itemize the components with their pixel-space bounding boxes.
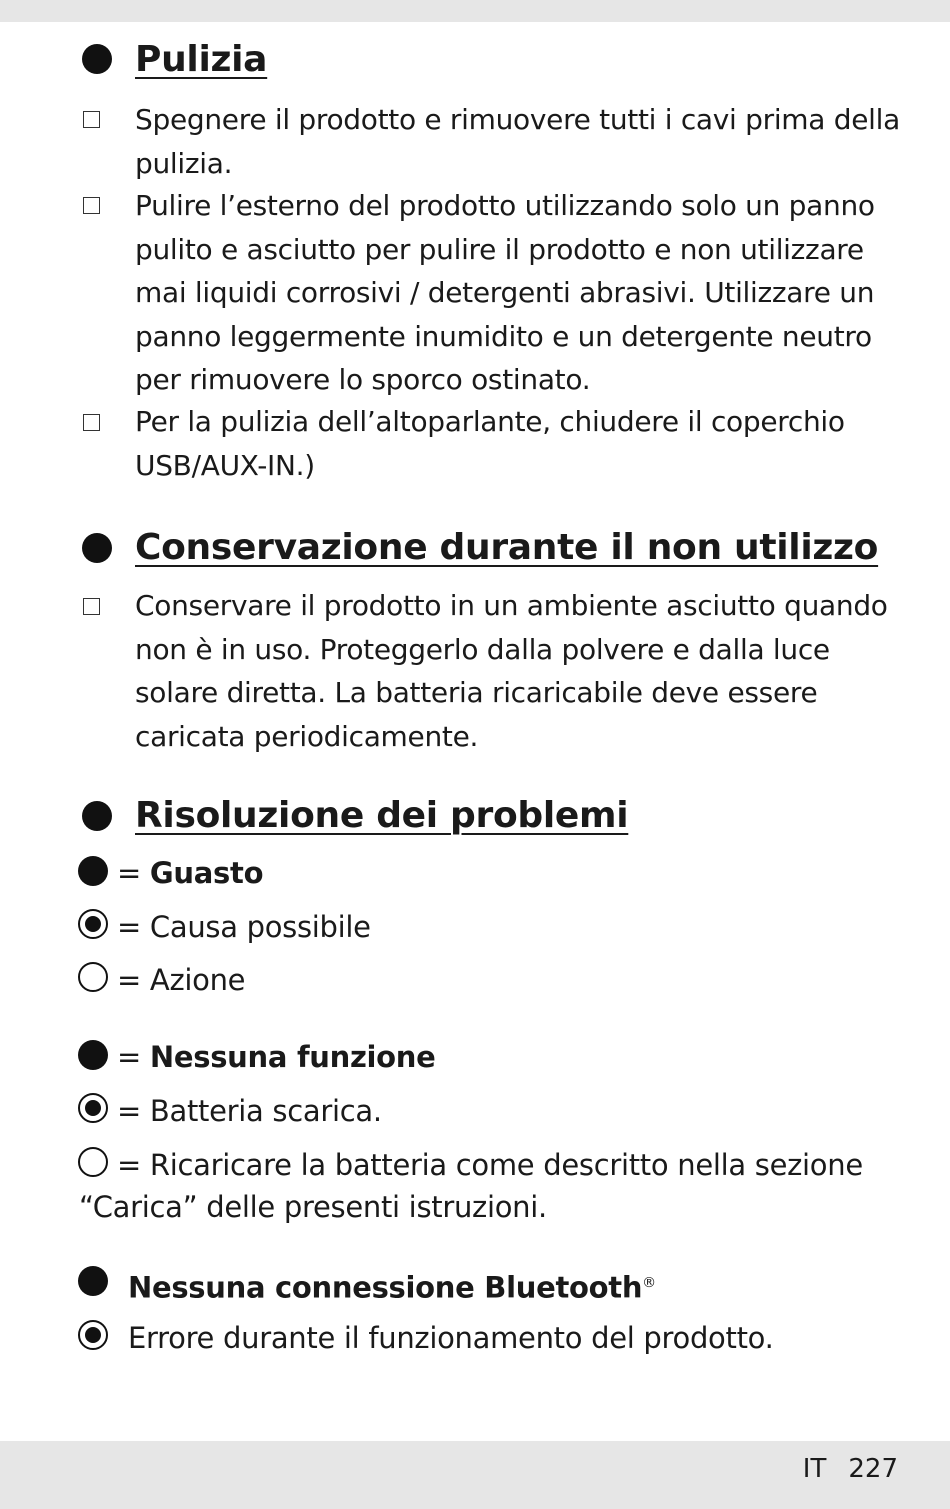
problem1-cause: = Batteria scarica. (117, 1094, 382, 1128)
problem1-fault: = Nessuna funzione (117, 1040, 436, 1074)
section-bullet-icon (82, 44, 112, 74)
problem2-cause: Errore durante il funzionamento del prodotto. (128, 1321, 774, 1355)
legend-action: = Azione (117, 963, 246, 997)
cause-target-icon (78, 1320, 108, 1350)
problem1-action-line2: “Carica” delle presenti istruzioni. (79, 1190, 547, 1224)
cleaning-item-2: Pulire l’esterno del prodotto utilizzando solo un panno pulito e asciutto per pulire il prodotto e non utilizzare mai liquidi corrosivi / detergenti abrasivi. Utilizzare un panno leggermente inumidito e un detergente neutro per rimuovere lo sporco ostinato. (135, 189, 875, 396)
fault-bullet-icon (78, 1266, 108, 1296)
problem2-fault: Nessuna connessione Bluetooth® (128, 1270, 656, 1305)
fault-bullet-icon (78, 856, 108, 886)
action-circle-icon (78, 1147, 108, 1177)
cause-target-icon (78, 1093, 108, 1123)
page-footer (0, 1441, 950, 1509)
page-number: 227 (848, 1454, 898, 1484)
cause-target-icon (78, 909, 108, 939)
legend-cause: = Causa possibile (117, 910, 371, 944)
action-circle-icon (78, 962, 108, 992)
checkbox-square-icon (83, 414, 100, 431)
registered-mark: ® (642, 1275, 656, 1291)
section-bullet-icon (82, 533, 112, 563)
footer-text (803, 1454, 898, 1484)
cleaning-item-1: Spegnere il prodotto e rimuovere tutti i cavi prima della pulizia. (135, 103, 900, 180)
footer-language: IT (802, 1454, 827, 1484)
section-title-storage: Conservazione durante il non utilizzo (135, 527, 879, 568)
cleaning-item-3: Per la pulizia dell’altoparlante, chiudere il coperchio USB/AUX-IN.) (135, 405, 845, 482)
section-bullet-icon (82, 801, 112, 831)
checkbox-square-icon (83, 197, 100, 214)
storage-item-1: Conservare il prodotto in un ambiente asciutto quando non è in uso. Proteggerlo dalla polvere e dalla luce solare diretta. La batteria ricaricabile deve essere caricata periodicamente. (135, 589, 888, 753)
section-title-troubleshooting: Risoluzione dei problemi (135, 795, 629, 836)
legend-fault: = Guasto (117, 856, 264, 890)
checkbox-square-icon (83, 111, 100, 128)
section-title-cleaning: Pulizia (135, 39, 268, 80)
checkbox-square-icon (83, 598, 100, 615)
problem1-action-line1: = Ricaricare la batteria come descritto nella sezione (117, 1148, 863, 1182)
top-margin-band (0, 0, 950, 22)
fault-bullet-icon (78, 1040, 108, 1070)
